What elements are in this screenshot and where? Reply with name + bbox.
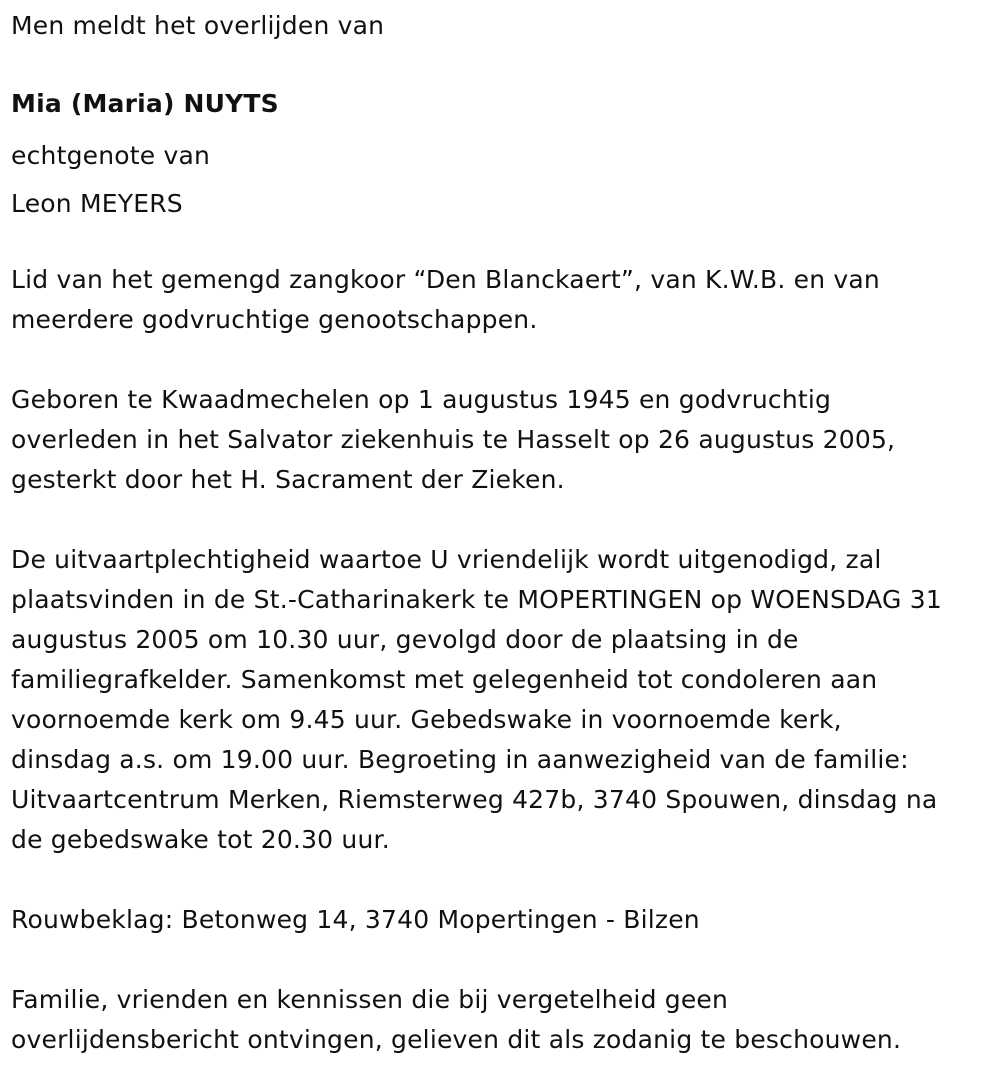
birth-death-line: Geboren te Kwaadmechelen op 1 augustus 1945 en godvruchtig (11, 385, 832, 414)
spouse-block (11, 132, 1000, 228)
funeral-line: De uitvaartplechtigheid waartoe U vriendelijk wordt uitgenodigd, zal (11, 545, 882, 574)
spouse-name: Leon MEYERS (11, 189, 183, 218)
closing-paragraph (11, 980, 1000, 1060)
funeral-line: augustus 2005 om 10.30 uur, gevolgd door de plaatsing in de (11, 625, 799, 654)
funeral-line: voornoemde kerk om 9.45 uur. Gebedswake in voornoemde kerk, (11, 705, 842, 734)
membership-line: Lid van het gemengd zangkoor “Den Blanckaert”, van K.W.B. en van (11, 265, 880, 294)
birth-death-line: overleden in het Salvator ziekenhuis te Hasselt op 26 augustus 2005, (11, 425, 896, 454)
intro-text: Men meldt het overlijden van (11, 11, 385, 40)
relation-text: echtgenote van (11, 141, 211, 170)
condolence-paragraph (11, 900, 1000, 940)
funeral-line: plaatsvinden in de St.-Catharinakerk te MOPERTINGEN op WOENSDAG 31 (11, 585, 942, 614)
funeral-line: de gebedswake tot 20.30 uur. (11, 825, 390, 854)
membership-paragraph (11, 260, 1000, 340)
funeral-line: familiegrafkelder. Samenkomst met gelegenheid tot condoleren aan (11, 665, 878, 694)
membership-line: meerdere godvruchtige genootschappen. (11, 305, 538, 334)
condolence-address: Rouwbeklag: Betonweg 14, 3740 Mopertingen - Bilzen (11, 905, 700, 934)
funeral-line: Uitvaartcentrum Merken, Riemsterweg 427b, 3740 Spouwen, dinsdag na (11, 785, 938, 814)
birth-death-line: gesterkt door het H. Sacrament der Zieken. (11, 465, 565, 494)
deceased-name: Mia (Maria) NUYTS (11, 89, 279, 118)
funeral-line: dinsdag a.s. om 19.00 uur. Begroeting in aanwezigheid van de familie: (11, 745, 909, 774)
funeral-paragraph (11, 540, 1000, 860)
closing-line: overlijdensbericht ontvingen, gelieven dit als zodanig te beschouwen. (11, 1025, 902, 1054)
closing-line: Familie, vrienden en kennissen die bij vergetelheid geen (11, 985, 729, 1014)
birth-death-paragraph (11, 380, 1000, 500)
